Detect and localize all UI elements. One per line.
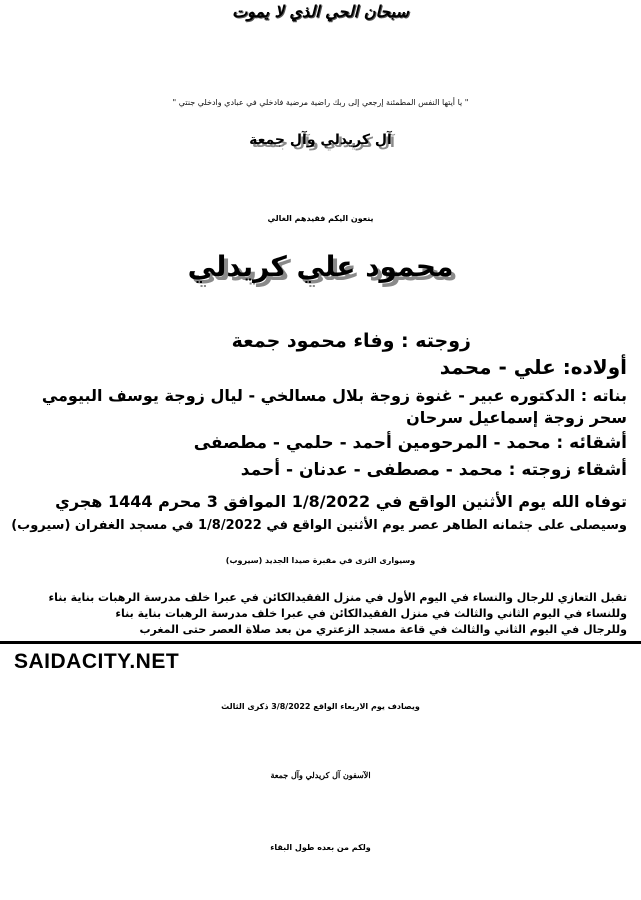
- deceased-name: محمود علي كريدلي: [187, 250, 454, 283]
- site-watermark: SAIDACITY.NET: [14, 650, 180, 673]
- wife-brothers-line: أشقاء زوجته : محمد - مصطفى - عدنان - أحمد: [240, 460, 627, 480]
- quran-verse: " يا أيتها النفس المطمئنة إرجعي إلى ربك راضية مرضية فادخلي في عبادي وادخلي جنتي ": [172, 98, 469, 107]
- announcement-text: ينعون اليكم فقيدهم الغالي: [267, 214, 374, 223]
- mourners-line: الآسفون آل كريدلي وآل جمعة: [270, 770, 371, 780]
- daughters-line: بناته : الدكتوره عبير - غنوة زوجة بلال مسالخي - ليال زوجة يوسف البيومي: [41, 386, 627, 405]
- calligraphy-heading: سبحان الحي الذي لا يموت: [232, 2, 409, 21]
- condolence-line: تقبل التعازي للرجال والنساء في اليوم الأول في منزل الفقيدالكائن في عبرا خلف مدرسة الرهبات بناية بناء: [48, 591, 627, 604]
- third-day-remembrance: ويصادف يوم الاربعاء الواقع 3/8/2022 ذكرى الثالث: [221, 702, 420, 711]
- brothers-line: أشقائه : محمد - المرحومين أحمد - حلمي - مطصفى: [193, 433, 627, 453]
- families-title: آل كريدلي وآل جمعة: [249, 132, 392, 148]
- closing-line: ولكم من بعده طول البقاء: [270, 843, 371, 852]
- condolence-line: وللنساء في اليوم الثاني والثالث في منزل الفقيدالكائن في عبرا خلف مدرسة الرهبات بناية بناء: [115, 607, 627, 620]
- burial-line: وسيوارى الثرى في مقبرة صيدا الجديد (سيروب): [225, 556, 416, 565]
- funeral-prayer-line: وسيصلى على جثمانه الطاهر عصر يوم الأثنين الواقع في 1/8/2022 في مسجد الغفران (سيروب): [11, 518, 627, 533]
- death-date-line: توفاه الله يوم الأثنين الواقع في 1/8/2022 الموافق 3 محرم 1444 هجري: [55, 492, 627, 511]
- section-divider: [0, 641, 641, 644]
- daughters-line-continued: سحر زوجة إسماعيل سرحان: [406, 408, 627, 427]
- wife-line: زوجته : وفاء محمود جمعة: [231, 330, 471, 352]
- sons-line: أولاده: علي - محمد: [439, 355, 627, 379]
- condolence-line: وللرجال في اليوم الثاني والثالث في قاعة مسجد الزعتري من بعد صلاة العصر حتى المغرب: [139, 623, 627, 636]
